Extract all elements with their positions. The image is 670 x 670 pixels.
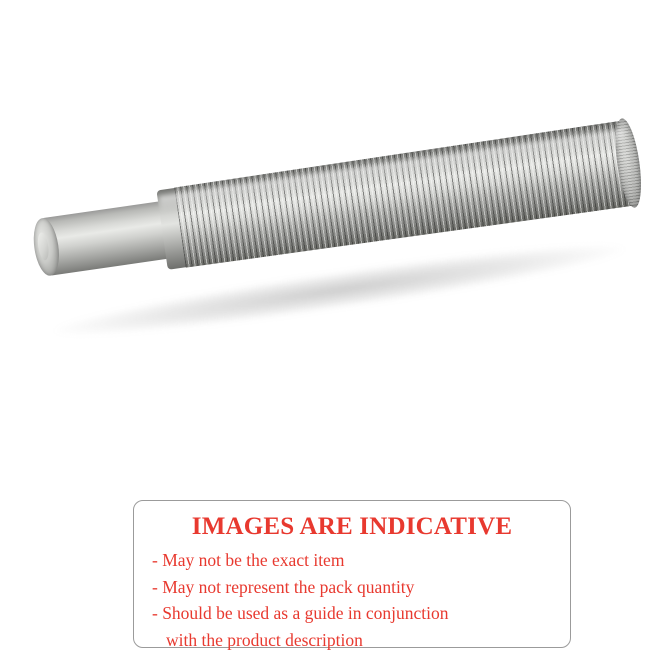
notice-list <box>148 547 556 653</box>
notice-line-3: - Should be used as a guide in conjunction <box>152 603 449 624</box>
notice-line-2: - May not represent the pack quantity <box>152 576 415 597</box>
notice-line-4: with the product description <box>166 629 363 650</box>
notice-line-1: - May not be the exact item <box>152 550 345 570</box>
hub-bore-highlight <box>36 232 50 261</box>
indicative-images-notice <box>133 500 571 648</box>
notice-title: IMAGES ARE INDICATIVE <box>191 513 513 540</box>
pulley-hub <box>41 200 176 276</box>
